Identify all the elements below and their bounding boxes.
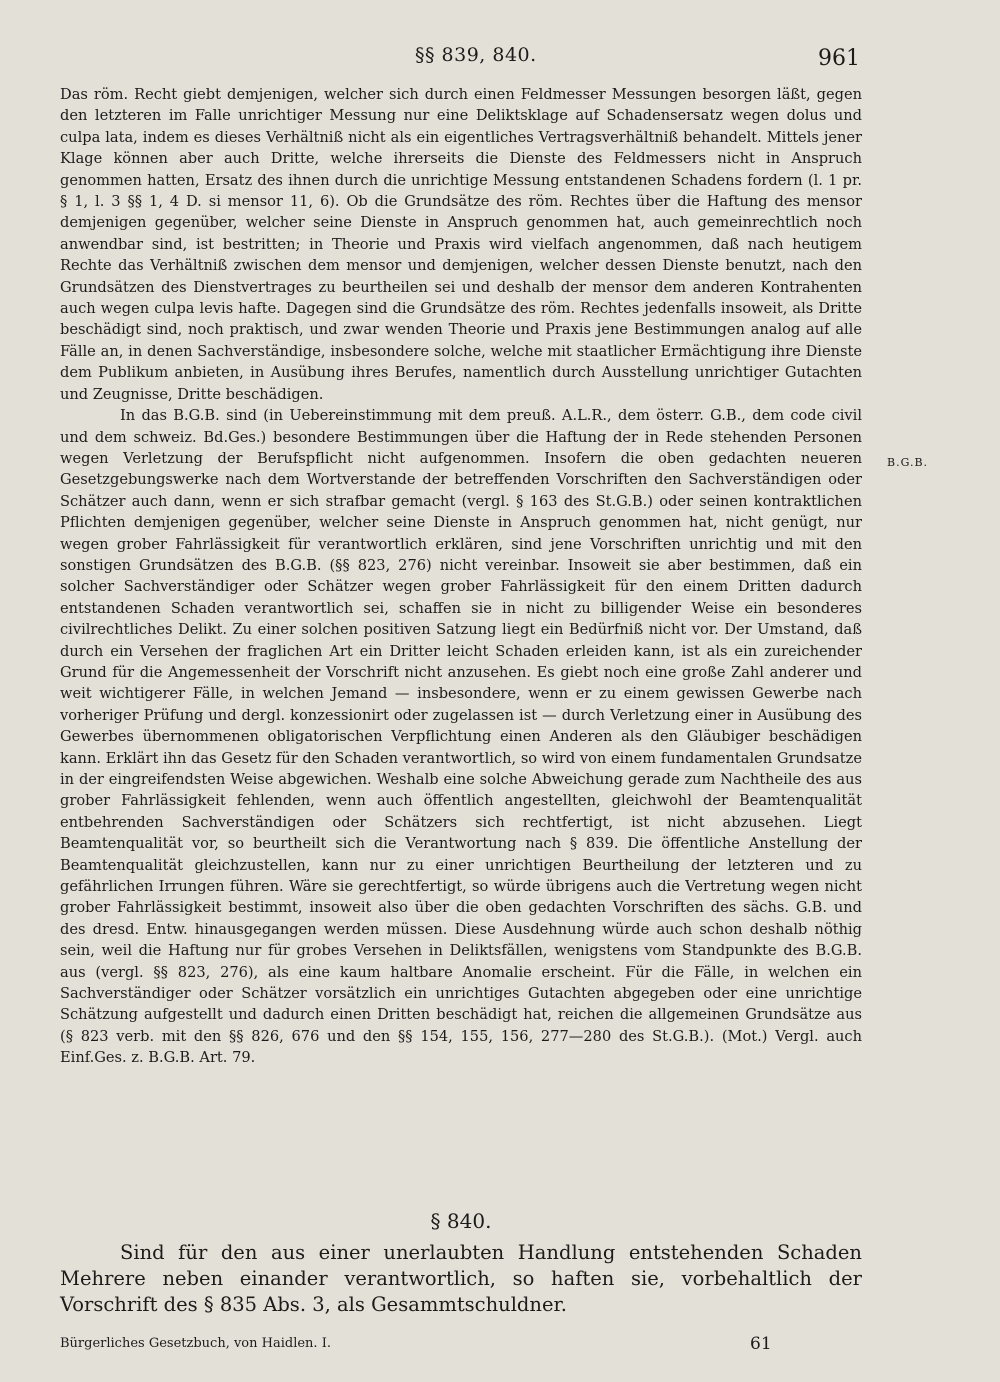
running-header <box>60 44 860 78</box>
paragraph-bgb: In das B.G.B. sind (in Uebereinstimmung mit dem preuß. A.L.R., dem österr. G.B., dem code civil und dem schweiz. Bd.Ges.) besondere Bestimmungen über die Haftung der in Rede stehenden Personen wegen Verletzung der Berufspflicht nicht aufgenommen. Insofern die oben gedachten neueren Gesetzgebungswerke nach dem Wortverstande der betreffenden Vorschriften den Sachverständigen oder Schätzer auch dann, wenn er sich strafbar gemacht (vergl. § 163 des St.G.B.) oder seinen kontraktlichen Pflichten demjenigen gegenüber, welcher seine Dienste in Anspruch genommen hat, nicht genügt, nur wegen grober Fahrlässigkeit für verantwortlich erklären, sind jene Vorschriften unrichtig und mit den sonstigen Grundsätzen des B.G.B. (§§ 823, 276) nicht vereinbar. Insoweit sie aber bestimmen, daß ein solcher Sachverständiger oder Schätzer wegen grober Fahrlässigkeit für den einem Dritten dadurch entstandenen Schaden verantwortlich sei, schaffen sie in nicht zu billigender Weise ein besonderes civilrechtliches Delikt. Zu einer solchen positiven Satzung liegt ein Bedürfniß nicht vor. Der Umstand, daß durch ein Versehen der fraglichen Art ein Dritter leicht Schaden erleiden kann, ist als ein zureichender Grund für die Angemessenheit der Vorschrift nicht anzusehen. Es giebt noch eine große Zahl anderer und weit wichtigerer Fälle, in welchen Jemand — insbesondere, wenn er zu einem gewissen Gewerbe nach vorheriger Prüfung und dergl. konzessionirt oder zugelassen ist — durch Verletzung einer in Ausübung des Gewerbes übernommenen obligatorischen Verpflichtung einen Anderen als den Gläubiger beschädigen kann. Erklärt ihn das Gesetz für den Schaden verantwortlich, so wird von einem fundamentalen Grundsatze in der eingreifendsten Weise abgewichen. Weshalb eine solche Abweichung gerade zum Nachtheile des aus grober Fahrlässigkeit fehlenden, wenn auch öffentlich angestellten, gleichwohl der Beamtenqualität entbehrenden Sachverständigen oder Schätzers sich rechtfertigt, ist nicht abzusehen. Liegt Beamtenqualität vor, so beurtheilt sich die Verantwortung nach § 839. Die öffentliche Anstellung der Beamtenqualität gleichzustellen, kann nur zu einer unrichtigen Beurtheilung der letzteren und zu gefährlichen Irrungen führen. Wäre sie gerechtfertigt, so würde übrigens auch die Vertretung wegen nicht grober Fahrlässigkeit bestimmt, insoweit also über die oben gedachten Vorschriften des sächs. G.B. und des dresd. Entw. hinausgegangen werden müssen. Diese Ausdehnung würde auch schon deshalb nöthig sein, weil die Haftung nur für grobes Versehen in Deliktsfällen, wenigstens vom Standpunkte des B.G.B. aus (vergl. §§ 823, 276), als eine kaum haltbare Anomalie erscheint. Für die Fälle, in welchen ein Sachverständiger oder Schätzer vorsätzlich ein unrichtiges Gutachten abgegeben oder eine unrichtige Schätzung aufgestellt und dadurch einen Dritten beschädigt hat, reichen die allgemeinen Grundsätze aus (§ 823 verb. mit den §§ 826, 676 und den §§ 154, 155, 156, 277—280 des St.G.B.). (Mot.) Vergl. auch Einf.Ges. z. B.G.B. Art. 79. <box>60 407 862 1067</box>
sheet-number: 61 <box>750 1334 772 1354</box>
page-footer <box>60 1334 862 1358</box>
section-text: Sind für den aus einer unerlaubten Handlung entstehenden Schaden Mehrere neben einander verantwortlich, so haften sie, vorbehaltlich der Vorschrift des § 835 Abs. 3, als Gesammtschuldner. <box>60 1241 862 1316</box>
commentary-body <box>60 84 862 1069</box>
margin-note: B.G.B. <box>887 456 929 469</box>
header-sections: §§ 839, 840. <box>415 44 537 66</box>
paragraph-roman-law: Das röm. Recht giebt demjenigen, welcher sich durch einen Feldmesser Messungen besorgen läßt, gegen den letzteren im Falle unrichtiger Messung nur eine Deliktsklage auf Schadensersatz wegen dolus und culpa lata, indem es dieses Verhältniß nicht als ein eigentliches Vertragsverhältniß behandelt. Mittels jener Klage können aber auch Dritte, welche ihrerseits die Dienste des Feldmessers nicht in Anspruch genommen hatten, Ersatz des ihnen durch die unrichtige Messung entstandenen Schadens fordern (l. 1 pr. § 1, l. 3 §§ 1, 4 D. si mensor 11, 6). Ob die Grundsätze des röm. Rechtes über die Haftung des mensor demjenigen gegenüber, welcher seine Dienste in Anspruch genommen hat, auch gemeinrechtlich noch anwendbar sind, ist bestritten; in Theorie und Praxis wird vielfach angenommen, daß nach heutigem Rechte das Verhältniß zwischen dem mensor und demjenigen, welcher dessen Dienste benutzt, nach den Grundsätzen des Dienstvertrages zu beurtheilen sei und deshalb der mensor dem anderen Kontrahenten auch wegen culpa levis hafte. Dagegen sind die Grundsätze des röm. Rechtes jedenfalls insoweit, als Dritte beschädigt sind, noch praktisch, und zwar wenden Theorie und Praxis jene Bestimmungen analog auf alle Fälle an, in denen Sachverständige, insbesondere solche, welche mit staatlicher Ermächtigung ihre Dienste dem Publikum anbieten, in Ausübung ihres Berufes, namentlich durch Ausstellung unrichtiger Gutachten und Zeugnisse, Dritte beschädigen. <box>60 86 862 403</box>
section-title: § 840. <box>430 1209 492 1233</box>
footer-source: Bürgerliches Gesetzbuch, von Haidlen. I. <box>60 1336 331 1351</box>
page-number: 961 <box>818 46 860 71</box>
